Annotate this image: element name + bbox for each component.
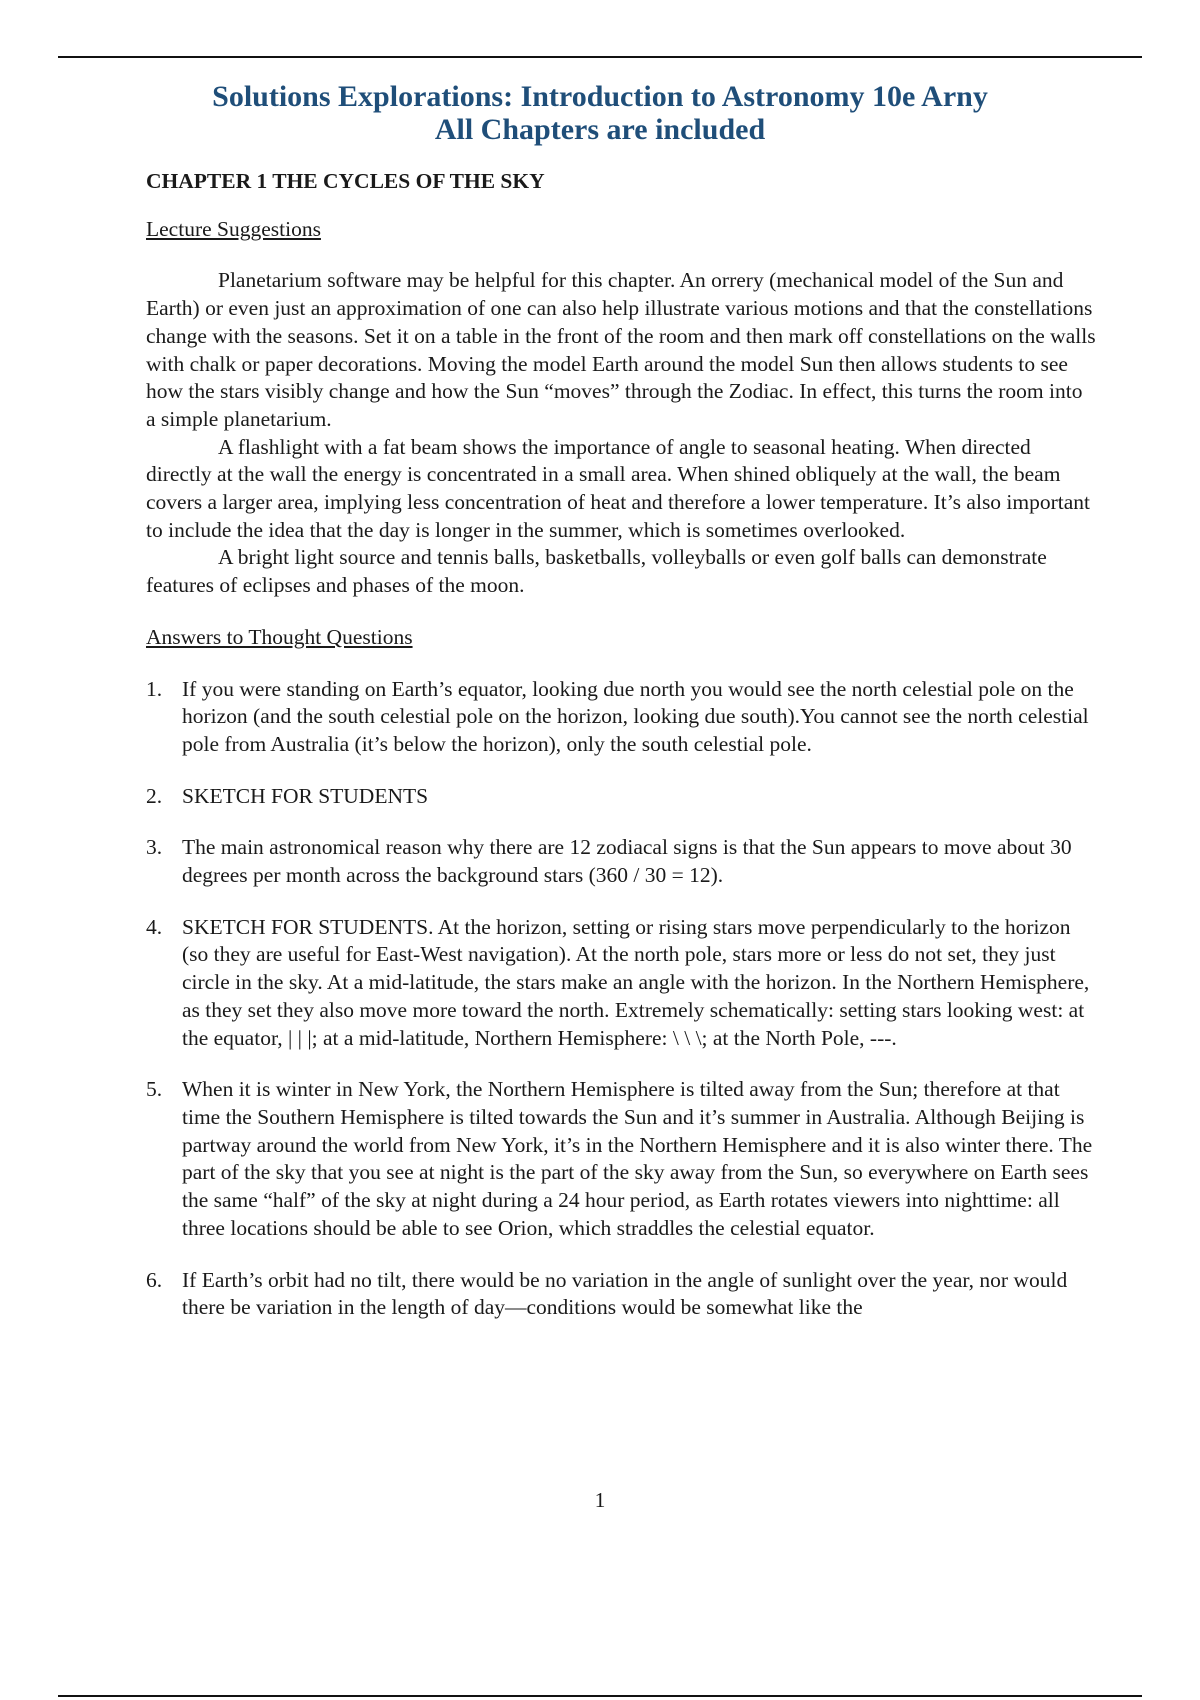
lecture-suggestions-body <box>146 267 1096 599</box>
top-rule <box>58 56 1142 58</box>
lecture-paragraph: Planetarium software may be helpful for this chapter. An orrery (mechanical model of the Sun and Earth) or even just an approximation of one can also help illustrate various motions and that the constellations change with the seasons. Set it on a table in the front of the room and then mark off constellations on the walls with chalk or paper decorations. Moving the model Earth around the model Sun then allows students to see how the stars visibly change and how the Sun “moves” through the Zodiac. In effect, this turns the room into a simple planetarium. <box>146 268 1096 431</box>
lecture-paragraph: A flashlight with a fat beam shows the importance of angle to seasonal heating. When directed directly at the wall the energy is concentrated in a small area. When shined obliquely at the wall, the beam covers a larger area, implying less concentration of heat and therefore a lower temperature. It’s also important to include the idea that the day is longer in the summer, which is sometimes overlooked. <box>146 434 1091 542</box>
answer-math-expression: (360 / 30 = 12). <box>588 863 724 888</box>
answer-number: 4. <box>146 914 163 939</box>
answer-text: The main astronomical reason why there are 12 zodiacal signs is that the Sun appears to move about 30 degrees per month across the background stars <box>182 835 1072 888</box>
answers-list <box>146 676 1096 1322</box>
answer-text: SKETCH FOR STUDENTS <box>182 783 429 808</box>
answer-text: SKETCH FOR STUDENTS. At the horizon, setting or rising stars move perpendicularly to the horizon (so they are useful for East-West navigation). At the north pole, stars more or less do not set, they just circle in the sky. At a mid-latitude, the stars make an angle with the horizon. In the Northern Hemisphere, as they set they also move more toward the north. Extremely schematically: setting stars looking west: at the equator, | | |; at a mid-latitude, Northern Hemisphere: \ \ \; at the North Pole, ---. <box>182 914 1090 1050</box>
answer-number: 5. <box>146 1077 163 1102</box>
answer-number: 6. <box>146 1267 163 1292</box>
document-title <box>100 80 1100 146</box>
chapter-heading: CHAPTER 1 THE CYCLES OF THE SKY <box>146 169 545 193</box>
answer-number: 3. <box>146 835 163 860</box>
title-line-1: Solutions Explorations: Introduction to Astronomy 10e Arny <box>212 80 988 113</box>
answer-text: When it is winter in New York, the Northern Hemisphere is tilted away from the Sun; therefore at that time the Southern Hemisphere is tilted towards the Sun and it’s summer in Australia. Although Beijing is partway around the world from New York, it’s in the Northern Hemisphere and it is also winter there. The part of the sky that you see at night is the part of the sky away from the Sun, so everywhere on Earth sees the same “half” of the sky at night during a 24 hour period, as Earth rotates viewers into nighttime: all three locations should be able to see Orion, which straddles the celestial equator. <box>182 1077 1093 1240</box>
thought-questions-heading: Answers to Thought Questions <box>146 624 413 649</box>
answer-item <box>146 783 1096 811</box>
answer-item <box>146 1267 1096 1322</box>
page-content <box>146 168 1096 1346</box>
page-number: 1 <box>594 1488 606 1512</box>
answer-text: If you were standing on Earth’s equator, looking due north you would see the north celestial pole on the horizon (and the south celestial pole on the horizon, looking due south).You cannot see the north celestial pole from Australia (it’s below the horizon), only the south celestial pole. <box>182 676 1089 756</box>
answer-number: 1. <box>146 676 163 701</box>
answer-item <box>146 676 1096 759</box>
answer-item <box>146 914 1096 1053</box>
answer-text: If Earth’s orbit had no tilt, there would be no variation in the angle of sunlight over the year, nor would there be variation in the length of day—conditions would be somewhat like the <box>182 1267 1068 1320</box>
answer-item <box>146 834 1096 889</box>
title-line-2: All Chapters are included <box>434 113 766 146</box>
lecture-paragraph: A bright light source and tennis balls, basketballs, volleyballs or even golf balls can demonstrate features of eclipses and phases of the moon. <box>146 545 1047 598</box>
answer-number: 2. <box>146 783 163 808</box>
bottom-rule <box>58 1695 1142 1697</box>
answer-item <box>146 1076 1096 1242</box>
lecture-suggestions-heading: Lecture Suggestions <box>146 216 321 241</box>
